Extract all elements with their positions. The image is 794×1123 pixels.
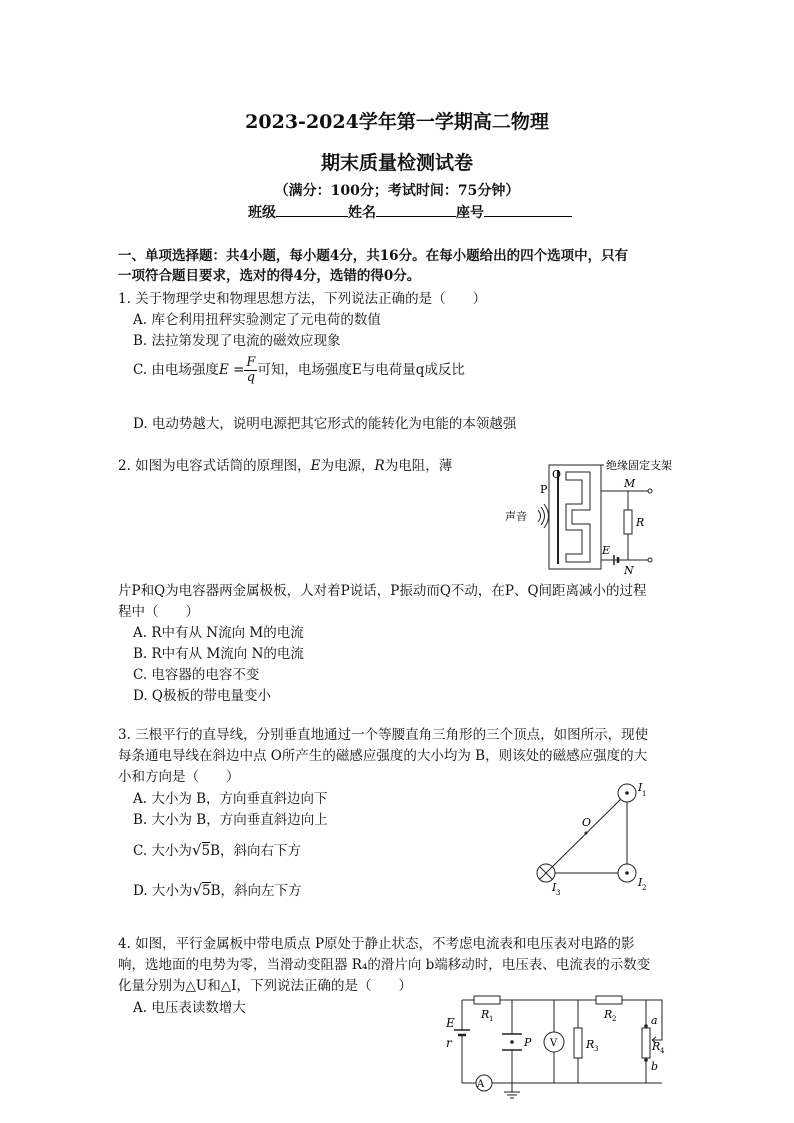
label-r: R — [636, 516, 645, 529]
q3-stem-line3: 小和方向是（ ） — [118, 769, 240, 785]
exam-meta: （满分：100分；考试时间：75分钟） — [274, 183, 520, 199]
q2-stem-part1: 2. 如图为电容式话筒的原理图， — [118, 458, 311, 474]
point-b — [644, 1058, 648, 1062]
q3-option-d-root: 5 — [202, 883, 211, 899]
label-r4-sub: 4 — [660, 1047, 665, 1055]
q2-microphone-diagram — [500, 458, 690, 578]
section-intro-line1: 一、单项选择题：共4小题，每小题4分，共16分。在每小题给出的四个选项中，只有 — [118, 248, 629, 264]
class-blank[interactable] — [276, 202, 348, 217]
sound-wave-2 — [541, 507, 545, 525]
label-r3-sub: 3 — [594, 1045, 599, 1053]
exam-subtitle: 期末质量检测试卷 — [320, 152, 473, 174]
label-b: b — [651, 1060, 659, 1073]
name-blank[interactable] — [376, 202, 456, 217]
q3-stem-line2: 每条通电导线在斜边中点 O所产生的磁感应强度的大小均为 B，则该处的磁感应强度的大 — [118, 748, 648, 764]
resistor-r — [624, 510, 632, 534]
q4-stem-line3: 化量分别为△U和△I，下列说法正确的是（ ） — [118, 978, 412, 994]
label-n: N — [624, 564, 634, 577]
q3-option-c-pre: C. 大小为 — [133, 843, 192, 859]
label-r2: R — [604, 1008, 613, 1021]
exam-title: 2023-2024学年第一学期高二物理 — [245, 111, 549, 133]
label-e: E — [602, 544, 611, 557]
student-info-line — [248, 202, 572, 222]
sound-wave-1 — [538, 510, 541, 522]
q3-option-c — [133, 839, 301, 859]
label-p: P — [524, 1036, 532, 1049]
terminal-n — [648, 558, 652, 562]
label-i3: I — [552, 881, 557, 894]
q2-stem-mid: 为电源， — [320, 458, 375, 474]
label-r1: R — [481, 1008, 490, 1021]
resistor-r2 — [596, 996, 622, 1004]
q1-formula-num: F — [246, 355, 256, 370]
q1-formula-lhs: E = — [218, 362, 245, 378]
q1-option-b: B. 法拉第发现了电流的磁效应现象 — [133, 333, 341, 349]
particle-p — [510, 1040, 514, 1044]
q3-triangle-diagram — [530, 778, 660, 896]
q3-option-c-root: 5 — [201, 843, 211, 859]
q2-stem-end: 为电阻，薄 — [384, 458, 453, 474]
q1-option-c-pre: C. 由电场强度 — [133, 362, 219, 378]
q3-option-c-post: B，斜向右下方 — [210, 843, 302, 859]
label-voltmeter: V — [550, 1038, 558, 1049]
name-label: 姓名 — [348, 205, 376, 221]
q2-option-b: B. R中有从 M流向 N的电流 — [133, 646, 304, 662]
q2-option-d: D. Q极板的带电量变小 — [133, 688, 271, 704]
q1-option-c — [133, 356, 465, 385]
q1-formula-fraction — [244, 356, 257, 385]
q1-stem: 1. 关于物理学史和物理思想方法，下列说法正确的是（ ） — [118, 291, 487, 307]
q1-option-a: A. 库仑利用扭秤实验测定了元电荷的数值 — [133, 312, 381, 328]
label-i2: I — [638, 876, 643, 889]
terminal-m — [648, 489, 652, 493]
resistor-r1 — [474, 996, 500, 1004]
point-o — [585, 832, 588, 835]
label-i1-sub: 1 — [642, 790, 647, 798]
q2-stem-r: R — [374, 458, 385, 474]
q3-option-d-pre: D. 大小为 — [133, 883, 193, 899]
q2-stem-line3: 程中（ ） — [118, 604, 199, 620]
label-ammeter: A — [477, 1079, 485, 1090]
label-i3-sub: 3 — [556, 889, 561, 897]
q4-stem-line2: 响，选地面的电势为零，当滑动变阻器 R₄的滑片向 b端移动时，电压表、电流表的示数变 — [118, 957, 651, 973]
q2-stem-e: E — [310, 458, 321, 474]
q2-option-c: C. 电容器的电容不变 — [133, 667, 260, 683]
dot-i2 — [625, 871, 629, 875]
label-i1: I — [638, 781, 643, 794]
label-q: Q — [552, 468, 562, 481]
label-p: P — [540, 483, 548, 496]
label-r2-sub: 2 — [612, 1015, 617, 1023]
section-intro-line2: 一项符合题目要求，选对的得4分，选错的得0分。 — [118, 268, 421, 284]
plate-q — [566, 472, 590, 562]
q1-formula-den: q — [246, 370, 256, 385]
label-i2-sub: 2 — [642, 884, 647, 892]
q4-option-a: A. 电压表读数增大 — [133, 1000, 246, 1016]
q3-option-a: A. 大小为 B，方向垂直斜边向下 — [133, 791, 328, 807]
q3-option-d-post: B，斜向左下方 — [210, 883, 302, 899]
label-m: M — [624, 477, 636, 490]
q1-option-d: D. 电动势越大，说明电源把其它形式的能转化为电能的本领越强 — [133, 416, 517, 432]
label-r4: R — [652, 1040, 661, 1053]
q3-option-b: B. 大小为 B，方向垂直斜边向上 — [133, 812, 328, 828]
label-r1-sub: 1 — [489, 1015, 494, 1023]
q2-option-a: A. R中有从 N流向 M的电流 — [133, 625, 304, 641]
seat-label: 座号 — [456, 205, 484, 221]
label-r-internal: r — [446, 1036, 452, 1050]
q2-stem-line2: 片P和Q为电容器两金属极板，人对着P说话，P振动而Q不动，在P、Q间距离减小的过程 — [118, 583, 647, 599]
resistor-r3 — [574, 1028, 582, 1058]
label-sound: 声音 — [505, 510, 527, 523]
q3-option-d — [133, 879, 302, 899]
q1-option-c-post: 可知，电场强度E与电荷量q成反比 — [257, 362, 465, 378]
sqrt-sign: √ — [191, 841, 202, 859]
label-o: O — [582, 816, 592, 829]
label-a: a — [651, 1014, 658, 1027]
label-r3: R — [586, 1038, 595, 1051]
seat-blank[interactable] — [484, 202, 572, 217]
dot-i1 — [625, 791, 629, 795]
q2-stem-line1 — [118, 454, 452, 474]
label-e: E — [446, 1016, 455, 1030]
q3-stem-line1: 3. 三根平行的直导线，分别垂直地通过一个等腰直角三角形的三个顶点，如图所示，现使 — [118, 727, 649, 743]
sqrt-sign: √ — [192, 881, 202, 899]
label-support: 绝缘固定支架 — [606, 459, 672, 472]
q4-stem-line1: 4. 如图，平行金属板中带电质点 P原处于静止状态，不考虑电流表和电压表对电路的影 — [118, 936, 635, 952]
class-label: 班级 — [248, 205, 276, 221]
rheostat-r4 — [642, 1028, 650, 1058]
point-a — [644, 1024, 648, 1028]
q4-circuit-diagram — [440, 990, 700, 1108]
